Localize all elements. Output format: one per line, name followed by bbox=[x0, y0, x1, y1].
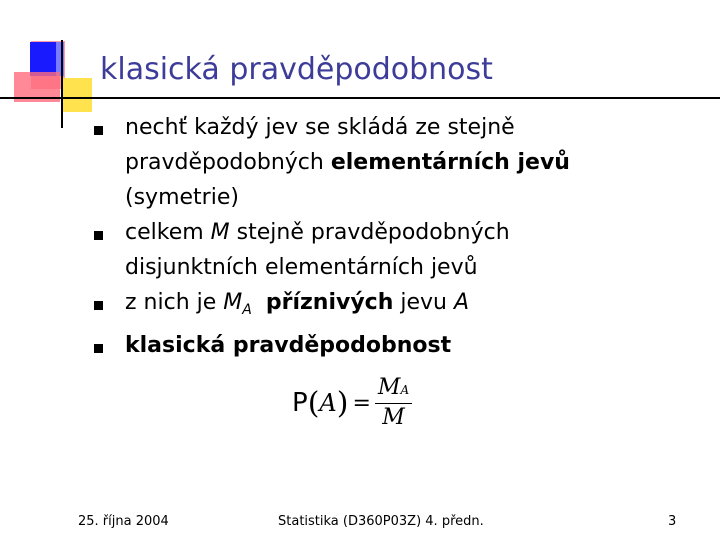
bullet-item-2 bbox=[90, 215, 690, 285]
slide-title: klasická pravděpodobnost bbox=[100, 52, 493, 87]
bullet-3-mid: jevu bbox=[393, 290, 454, 315]
bullet-3-prefix: z nich je bbox=[125, 290, 224, 315]
yellow-square bbox=[62, 78, 92, 112]
bullet-2-suffix: stejně pravděpodobných bbox=[229, 220, 510, 245]
bullet-2-var: M bbox=[210, 220, 230, 245]
formula-equals: = bbox=[352, 390, 371, 416]
title-divider bbox=[0, 97, 720, 99]
square-bullet-icon bbox=[94, 301, 103, 310]
footer-page-number: 3 bbox=[668, 514, 677, 529]
formula-fraction bbox=[375, 375, 412, 432]
bullet-1-line-3: (symetrie) bbox=[125, 185, 239, 210]
bullet-3-event: A bbox=[453, 290, 470, 315]
square-bullet-icon bbox=[94, 231, 103, 240]
bullet-3-bold: příznivých bbox=[265, 290, 394, 315]
bullet-item-4 bbox=[90, 328, 690, 363]
bullet-list bbox=[90, 110, 690, 363]
footer-date: 25. října 2004 bbox=[78, 514, 169, 529]
bullet-3-var: M bbox=[223, 290, 243, 315]
formula-close-paren: ) bbox=[336, 385, 349, 421]
formula-denominator: M bbox=[382, 404, 405, 430]
formula-open-paren: ( bbox=[307, 385, 320, 421]
square-bullet-icon bbox=[94, 126, 103, 135]
probability-formula bbox=[292, 368, 412, 438]
bullet-item-3 bbox=[90, 285, 690, 328]
bullet-1-line-2-plain: pravděpodobných bbox=[125, 150, 331, 175]
bullet-2-prefix: celkem bbox=[125, 220, 211, 245]
bullet-4-bold: klasická pravděpodobnost bbox=[125, 333, 452, 358]
bullet-3-var-subscript: A bbox=[242, 302, 252, 318]
bullet-1-line-2-bold: elementárních jevů bbox=[330, 150, 570, 175]
formula-num-subscript: A bbox=[400, 382, 410, 397]
formula-arg: A bbox=[319, 389, 337, 417]
bullet-item-1 bbox=[90, 110, 690, 215]
formula-num-var: M bbox=[377, 374, 401, 400]
formula-p: P bbox=[292, 388, 308, 418]
bullet-2-line-2: disjunktních elementárních jevů bbox=[125, 255, 478, 280]
bullet-1-line-1: nechť každý jev se skládá ze stejně bbox=[125, 115, 515, 140]
blue-square bbox=[30, 42, 56, 76]
square-bullet-icon bbox=[94, 344, 103, 353]
formula-numerator bbox=[375, 375, 412, 403]
footer-course: Statistika (D360P03Z) 4. předn. bbox=[278, 514, 484, 529]
